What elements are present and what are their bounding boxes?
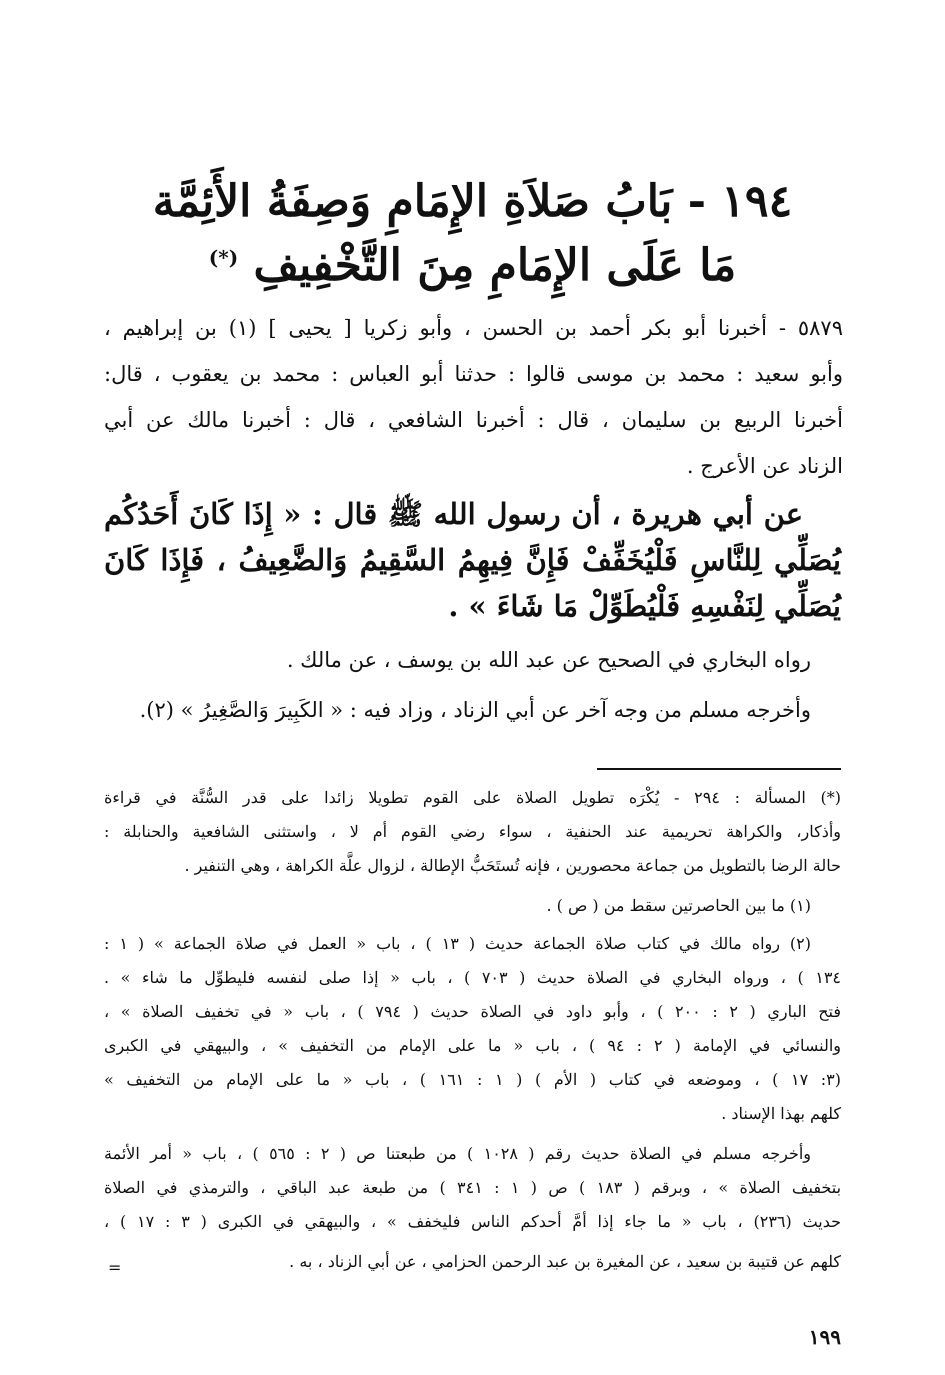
commentary-line-1: رواه البخاري في الصحيح عن عبد الله بن يوسف ، عن مالك . bbox=[286, 648, 811, 672]
footnote-line-4: (١) ما بين الحاصرتين سقط من ( ص ) . bbox=[546, 896, 811, 915]
footnote-line-5: (٢) رواه مالك في كتاب صلاة الجماعة حديث ( ١٣ ) ، باب « العمل في صلاة الجماعة » ( ١ : bbox=[104, 934, 811, 953]
footnote-line-7: فتح الباري ( ٢ : ٢٠٠ ) ، وأبو داود في الصلاة حديث ( ٧٩٤ ) ، باب « في تخفيف الصلاة » ، bbox=[104, 1002, 842, 1021]
footnote-separator bbox=[597, 768, 841, 770]
page-number: ١٩٩ bbox=[808, 1325, 841, 1349]
isnad-line-3: أخبرنا الربيع بن سليمان ، قال : أخبرنا الشافعي ، قال : أخبرنا مالك عن أبي bbox=[104, 408, 843, 432]
commentary-line-2: وأخرجه مسلم من وجه آخر عن أبي الزناد ، وزاد فيه : « الكَبِيرَ وَالصَّغِيرُ » (٢). bbox=[139, 698, 811, 722]
hadith-line-3: يُصَلِّي لِنَفْسِهِ فَلْيُطَوِّلْ مَا شَاءَ » . bbox=[448, 589, 841, 623]
footnote-line-10: كلهم بهذا الإسناد . bbox=[721, 1104, 841, 1123]
title-footnote-marker: (*) bbox=[208, 245, 239, 270]
isnad-line-2: وأبو سعيد : محمد بن موسى قالوا : حدثنا أبو العباس : محمد بن يعقوب ، قال: bbox=[104, 362, 843, 386]
footnote-line-3: حالة الرضا بالتطويل من جماعة محصورين ، فإنه تُستَحَبُّ الإطالة ، لزوال علَّة الكراهة ، وهي التنفير . bbox=[184, 856, 841, 875]
footnote-line-12: بتخفيف الصلاة » ، وبرقم ( ١٨٣ ) ص ( ١ : ٣٤١ ) من طبعة عبد الباقي ، والترمذي في الصلاة bbox=[104, 1178, 842, 1197]
chapter-title-text: مَا عَلَى الإِمَامِ مِنَ التَّخْفِيفِ bbox=[253, 240, 737, 291]
footnote-line-14: كلهم عن قتيبة بن سعيد ، عن المغيرة بن عبد الرحمن الحزامي ، عن أبي الزناد ، به . bbox=[289, 1252, 841, 1271]
chapter-title-line-2 bbox=[130, 240, 815, 291]
hadith-line-2: يُصَلِّي لِلنَّاسِ فَلْيُخَفِّفْ فَإِنَّ فِيهِمُ السَّقِيمُ وَالضَّعِيفُ ، فَإِذَا كَانَ bbox=[104, 543, 841, 577]
isnad-line-1: ٥٨٧٩ - أخبرنا أبو بكر أحمد بن الحسن ، وأبو زكريا [ يحيى ] (١) بن إبراهيم ، bbox=[104, 316, 843, 340]
footnote-line-1: (*) المسألة : ٢٩٤ - يُكْرَه تطويل الصلاة على القوم تطويلا زائدا على قدر السُّنَّة في قراءة bbox=[104, 788, 841, 807]
footnote-line-9: (٣: ١٧ ) ، وموضعه في كتاب ( الأم ) ( ١ : ١٦١ ) ، باب « ما على الإمام من التخفيف » bbox=[104, 1070, 842, 1089]
hadith-line-1: عن أبي هريرة ، أن رسول الله ﷺ قال : « إِذَا كَانَ أَحَدُكُم bbox=[104, 497, 803, 531]
continuation-mark: = bbox=[108, 1258, 122, 1277]
footnote-line-6: ١٣٤ ) ، ورواه البخاري في الصلاة حديث ( ٧٠٣ ) ، باب « إذا صلى لنفسه فليطوِّل ما شاء » . bbox=[104, 968, 842, 987]
isnad-line-4: الزناد عن الأعرج . bbox=[686, 454, 843, 478]
footnote-line-11: وأخرجه مسلم في الصلاة حديث رقم ( ١٠٢٨ ) من طبعتنا ص ( ٢ : ٥٦٥ ) ، باب « أمر الأئمة bbox=[104, 1144, 812, 1163]
footnote-line-8: والنسائي في الإمامة ( ٢ : ٩٤ ) ، باب « ما على الإمام من التخفيف » ، والبيهقي في الكبرى bbox=[104, 1036, 842, 1055]
chapter-title-line-1: ١٩٤ - بَابُ صَلاَةِ الإِمَامِ وَصِفَةُ الأَئِمَّة bbox=[152, 176, 793, 227]
footnote-line-2: وأذكار، والكراهة تحريمية عند الحنفية ، سواء رضي القوم أم لا ، واستثنى الشافعية والحنابلة : bbox=[104, 822, 841, 841]
footnote-line-13: حديث (٢٣٦) ، باب « ما جاء إذا أمَّ أحدكم الناس فليخفف » ، والبيهقي في الكبرى ( ٣ : ١٧ ) ، bbox=[104, 1212, 842, 1231]
